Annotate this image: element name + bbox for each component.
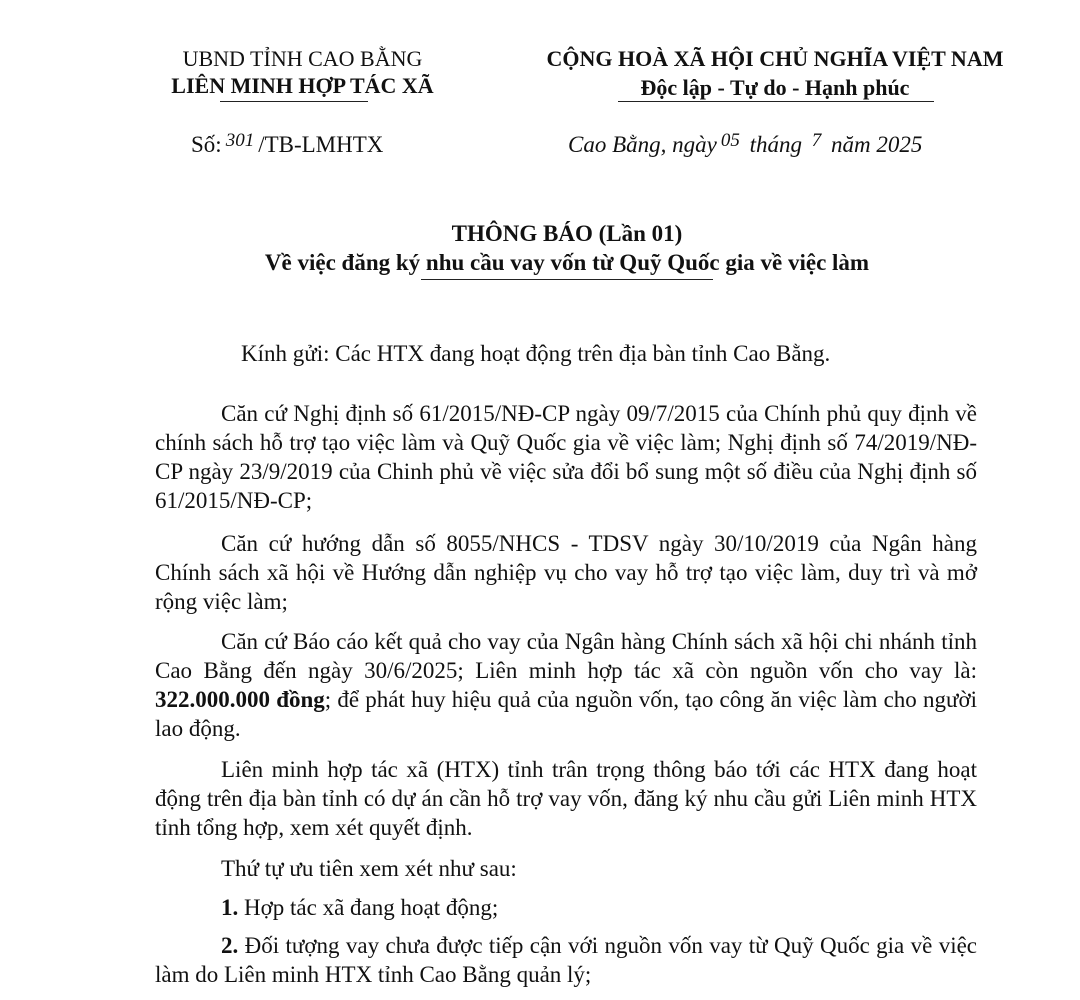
subject-underline: [421, 279, 713, 280]
paragraph-priority-heading: Thứ tự ưu tiên xem xét như sau:: [221, 856, 517, 881]
document-number-suffix: /TB-LMHTX: [258, 132, 384, 157]
date-place: Cao Bằng, ngày: [568, 132, 717, 157]
issuing-organization: LIÊN MINH HỢP TÁC XÃ: [171, 73, 434, 98]
paragraph-legal-basis-2: Căn cứ hướng dẫn số 8055/NHCS - TDSV ngày 30/10/2019 của Ngân hàng Chính sách xã hội về Hướng dẫn nghiệp vụ cho vay hỗ trợ tạo việc làm, duy trì và mở rộng việc làm;: [155, 531, 977, 614]
national-title: CỘNG HOÀ XÃ HỘI CHỦ NGHĨA VIỆT NAM: [546, 46, 1004, 71]
org-underline: [220, 101, 368, 102]
document-number: [191, 130, 383, 162]
document-title: THÔNG BÁO (Lần 01): [451, 221, 683, 246]
document-number-label: Số:: [191, 132, 222, 157]
date-year: năm 2025: [831, 132, 923, 157]
priority-item-1-number: 1.: [221, 895, 239, 920]
motto-underline: [618, 101, 934, 102]
issuing-authority: UBND TỈNH CAO BẰNG: [182, 46, 423, 71]
paragraph-legal-basis-1: Căn cứ Nghị định số 61/2015/NĐ-CP ngày 09/7/2015 của Chính phủ quy định về chính sách hỗ trợ tạo việc làm và Quỹ Quốc gia về việc làm; Nghị định số 74/2019/NĐ-CP ngày 23/9/2019 của Chinh phủ về việc sửa đổi bổ sung một số điều của Nghị định số 61/2015/NĐ-CP;: [155, 401, 977, 513]
date-day: 05: [720, 130, 740, 151]
priority-item-2-text: Đối tượng vay chưa được tiếp cận với nguồn vốn vay từ Quỹ Quốc gia về việc làm do Liên minh HTX tỉnh Cao Bằng quản lý;: [155, 933, 977, 987]
priority-item-1: [155, 893, 977, 922]
national-motto: Độc lập - Tự do - Hạnh phúc: [640, 75, 910, 100]
document-date: [568, 130, 922, 162]
date-month-label: tháng: [749, 132, 802, 157]
priority-item-1-text: Hợp tác xã đang hoạt động;: [238, 895, 499, 920]
document-number-handwritten: 301: [225, 130, 255, 151]
priority-item-2: [155, 931, 977, 989]
paragraph-3-text-start: Căn cứ Báo cáo kết quả cho vay của Ngân hàng Chính sách xã hội chi nhánh tỉnh Cao Bằng đến ngày 30/6/2025; Liên minh hợp tác xã còn nguồn vốn cho vay là:: [155, 629, 977, 683]
salutation: Kính gửi: Các HTX đang hoạt động trên địa bàn tỉnh Cao Bằng.: [241, 341, 831, 366]
priority-item-2-number: 2.: [221, 933, 239, 958]
paragraph-legal-basis-3: [155, 627, 977, 743]
loan-amount: 322.000.000 đồng: [155, 687, 325, 712]
document-subject: Về việc đăng ký nhu cầu vay vốn từ Quỹ Quốc gia về việc làm: [264, 250, 870, 275]
paragraph-3-text-end: ; để phát huy hiệu quả của nguồn vốn, tạo công ăn việc làm cho người lao động.: [155, 687, 977, 741]
paragraph-announcement: Liên minh hợp tác xã (HTX) tỉnh trân trọng thông báo tới các HTX đang hoạt động trên địa bàn tỉnh có dự án cần hỗ trợ vay vốn, đăng ký nhu cầu gửi Liên minh HTX tỉnh tổng hợp, xem xét quyết định.: [155, 757, 977, 840]
date-month: 7: [811, 130, 822, 151]
